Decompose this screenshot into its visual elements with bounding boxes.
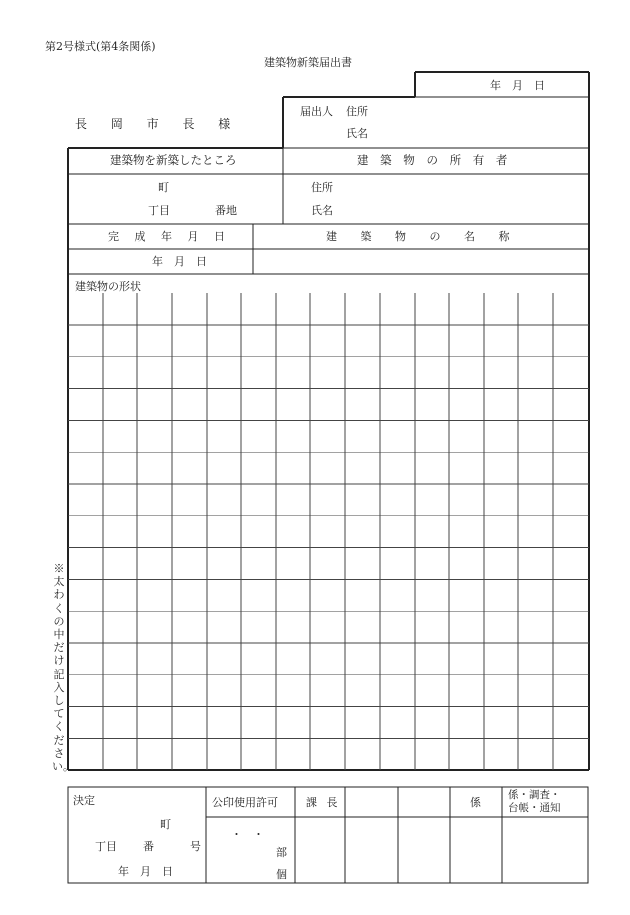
building-name-header: 建 築 物 の 名 称	[326, 230, 520, 243]
applicant-name-label: 氏名	[346, 127, 368, 140]
owner-name-label: 氏名	[311, 204, 333, 217]
vertical-note: ※太わくの中だけ記入してください。	[52, 562, 74, 774]
decision-label: 決定	[73, 794, 95, 807]
seal-permission-label: 公印使用許可	[212, 796, 278, 809]
chome-label: 丁目	[148, 204, 170, 217]
shape-grid	[68, 293, 589, 770]
applicant-address-label: 住所	[346, 105, 368, 118]
seal-ko: 個	[276, 868, 287, 881]
owner-address-label: 住所	[311, 181, 333, 194]
completion-header: 完 成 年 月 日	[108, 230, 231, 243]
owner-header: 建 築 物 の 所 有 者	[357, 153, 512, 167]
form-number: 第2号様式(第4条関係)	[45, 40, 156, 53]
town-label: 町	[158, 181, 169, 194]
office-ban: 番	[143, 840, 154, 853]
banchi-label: 番地	[215, 204, 237, 217]
office-chome: 丁目	[95, 840, 117, 853]
addressee: 長 岡 市 長 様	[75, 117, 241, 131]
location-header: 建築物を新築したところ	[110, 153, 237, 167]
seal-bu: 部	[276, 846, 287, 859]
staff-label: 係	[470, 796, 481, 809]
office-town: 町	[160, 818, 171, 831]
completion-date: 年 月 日	[152, 255, 207, 268]
section-chief-label: 課 長	[306, 796, 341, 809]
office-go: 号	[190, 840, 201, 853]
office-date: 年 月 日	[118, 865, 173, 878]
ledger-label: 台帳・通知	[508, 802, 561, 814]
survey-label: 係・調査・	[508, 789, 561, 801]
seal-dots: ・ ・	[231, 828, 264, 841]
header-date: 年 月 日	[490, 79, 545, 92]
applicant-label: 届出人	[300, 105, 333, 118]
form-title: 建築物新築届出書	[264, 56, 352, 69]
shape-label: 建築物の形状	[75, 280, 141, 293]
